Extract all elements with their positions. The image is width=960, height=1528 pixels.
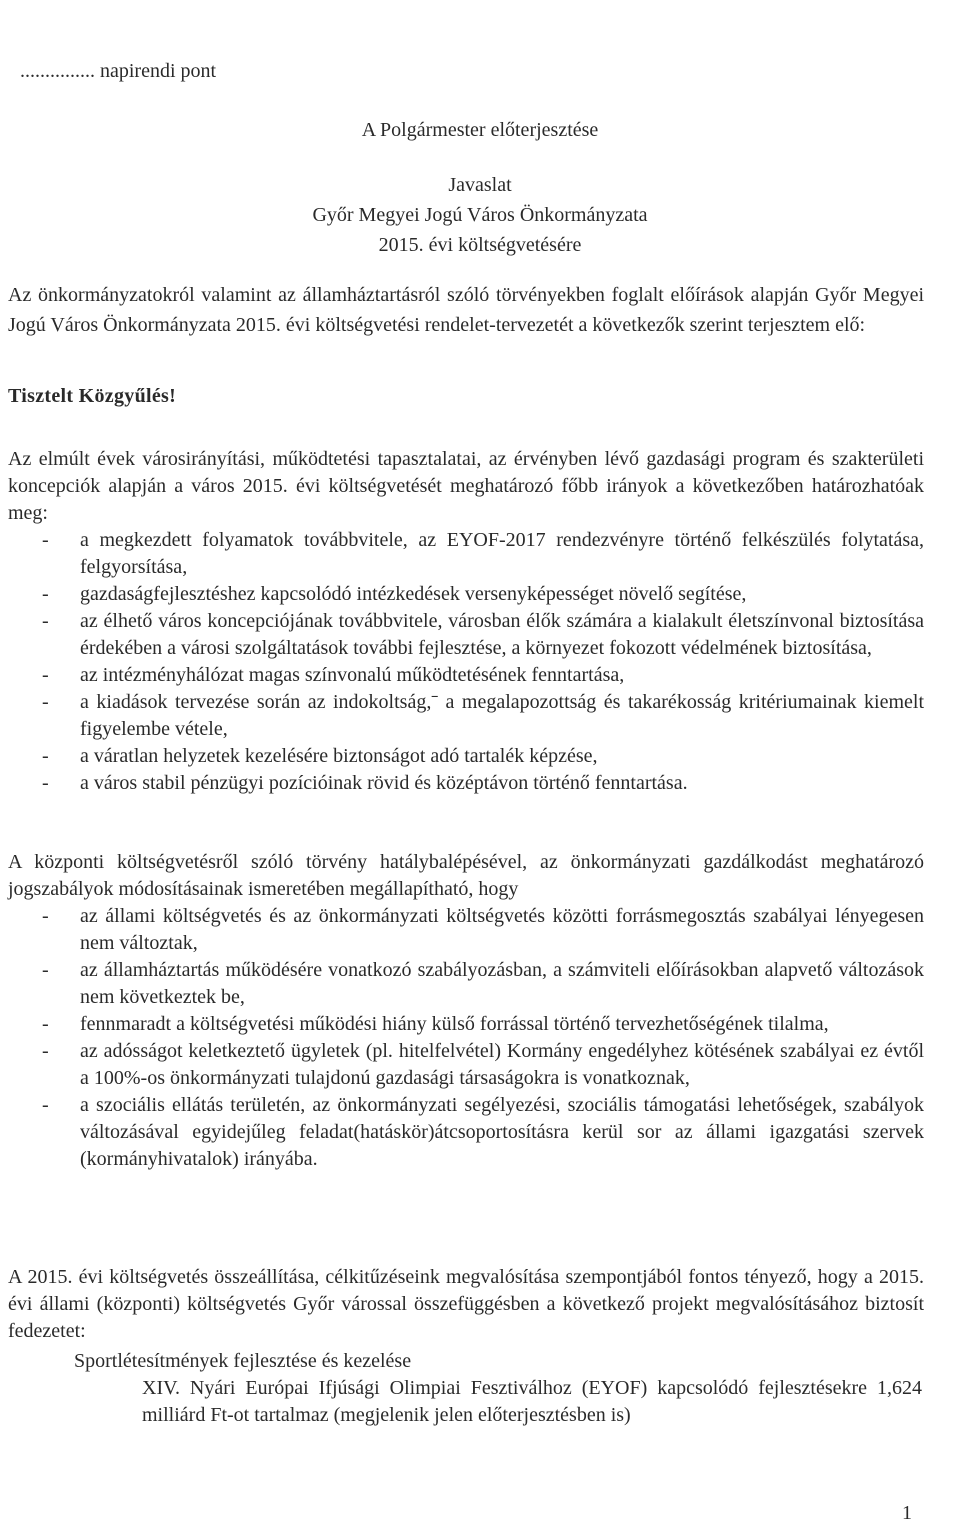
list-item	[8, 1092, 924, 1173]
dash-bullet: -	[42, 1013, 49, 1035]
paragraph-project: A 2015. évi költségvetés összeállítása, célkitűzéseink megvalósítása szempontjából fontos tényező, hogy a 2015. évi állami (központi) költségvetés Győr várossal összefüggésben a következő projekt megvalósításához biztosít fedezetet:	[8, 1266, 924, 1342]
page-number: 1	[902, 1502, 912, 1524]
document-title: A Polgármester előterjesztése	[361, 119, 599, 141]
list-item	[8, 903, 924, 957]
salutation: Tisztelt Közgyűlés!	[8, 385, 177, 407]
list-item-text: az élhető város koncepciójának továbbvitele, városban élők számára a kialakult életszínvonal biztosítása érdekében a városi szolgáltatások további fejlesztése, a környezet fokozott védelmének biztosítása,	[80, 610, 924, 659]
dash-bullet: -	[42, 1094, 49, 1116]
list-item-text: a váratlan helyzetek kezelésére biztonságot adó tartalék képzése,	[80, 745, 598, 767]
paragraph-central-budget: A központi költségvetésről szóló törvény hatálybalépésével, az önkormányzati gazdálkodást meghatározó jogszabályok módosításainak ismeretében megállapítható, hogy	[8, 851, 924, 900]
list-item	[8, 770, 924, 797]
list-item-text: az adósságot keletkeztető ügyletek (pl. hitelfelvétel) Kormány engedélyhez kötésének szabályai ez évtől a 100%-os önkormányzati tulajdonú gazdasági társaságokra is vonatkoznak,	[80, 1040, 924, 1089]
subtitle-line-3: 2015. évi költségvetésére	[378, 234, 582, 256]
project-detail: XIV. Nyári Európai Ifjúsági Olimpiai Fesztiválhoz (EYOF) kapcsolódó fejlesztésekre 1,624 milliárd Ft-ot tartalmaz (megjelenik jelen előterjesztésben is)	[142, 1377, 922, 1426]
list-item	[8, 1011, 924, 1038]
dash-bullet: -	[42, 1040, 49, 1062]
subtitle-line-1: Javaslat	[448, 174, 512, 196]
list-item-text: az intézményhálózat magas színvonalú működtetésének fenntartása,	[80, 664, 625, 686]
list-item	[8, 581, 924, 608]
list-item	[8, 662, 924, 689]
intro-paragraph: Az önkormányzatokról valamint az államháztartásról szóló törvényekben foglalt előírások alapján Győr Megyei Jogú Város Önkormányzata 2015. évi költségvetési rendelet-tervezetét a következők szerint terjesztem elő:	[8, 284, 924, 336]
changes-list	[8, 903, 924, 1173]
dash-bullet: -	[42, 772, 49, 794]
list-item-text: a szociális ellátás területén, az önkormányzati segélyezési, szociális támogatási lehetőségek, szabályok változásával egyidejűleg feladat(hatáskör)átcsoportosításra kerül sor az állami igazgatási szervek (kormányhivatalok) irányába.	[80, 1094, 924, 1170]
list-item	[8, 689, 924, 743]
list-item-text: a város stabil pénzügyi pozícióinak rövid és középtávon történő fenntartása.	[80, 772, 688, 794]
list-item	[8, 957, 924, 1011]
list-item-text: a megkezdett folyamatok továbbvitele, az EYOF-2017 rendezvényre történő felkészülés folytatása, felgyorsítása,	[80, 529, 924, 578]
dash-bullet: -	[42, 583, 49, 605]
dash-bullet: -	[42, 905, 49, 927]
agenda-item-label: ............... napirendi pont	[20, 60, 217, 82]
list-item	[8, 527, 924, 581]
list-item-text: a kiadások tervezése során az indokoltság,ˉ a megalapozottság és takarékosság kritériumainak kiemelt figyelembe vétele,	[80, 691, 924, 740]
dash-bullet: -	[42, 691, 49, 713]
list-item	[8, 1038, 924, 1092]
dash-bullet: -	[42, 664, 49, 686]
list-item-text: gazdaságfejlesztéshez kapcsolódó intézkedések versenyképességet növelő segítése,	[80, 583, 747, 605]
dash-bullet: -	[42, 745, 49, 767]
document-subtitle	[0, 170, 960, 260]
project-heading: Sportlétesítmények fejlesztése és kezelése	[74, 1350, 412, 1372]
dash-bullet: -	[42, 529, 49, 551]
subtitle-line-2: Győr Megyei Jogú Város Önkormányzata	[312, 204, 648, 226]
dash-bullet: -	[42, 610, 49, 632]
list-item	[8, 743, 924, 770]
paragraph-directions: Az elmúlt évek városirányítási, működtetési tapasztalatai, az érvényben lévő gazdasági program és szakterületi koncepciók alapján a város 2015. évi költségvetését meghatározó főbb irányok a következőben határozhatóak meg:	[8, 448, 924, 524]
list-item-text: az államháztartás működésére vonatkozó szabályozásban, a számviteli előírásokban alapvető változások nem következtek be,	[80, 959, 924, 1008]
list-item-text: az állami költségvetés és az önkormányzati költségvetés közötti forrásmegosztás szabályai lényegesen nem változtak,	[80, 905, 924, 954]
list-item-text: fennmaradt a költségvetési működési hiány külső forrással történő tervezhetőségének tilalma,	[80, 1013, 829, 1035]
dash-bullet: -	[42, 959, 49, 981]
list-item	[8, 608, 924, 662]
directions-list	[8, 527, 924, 797]
